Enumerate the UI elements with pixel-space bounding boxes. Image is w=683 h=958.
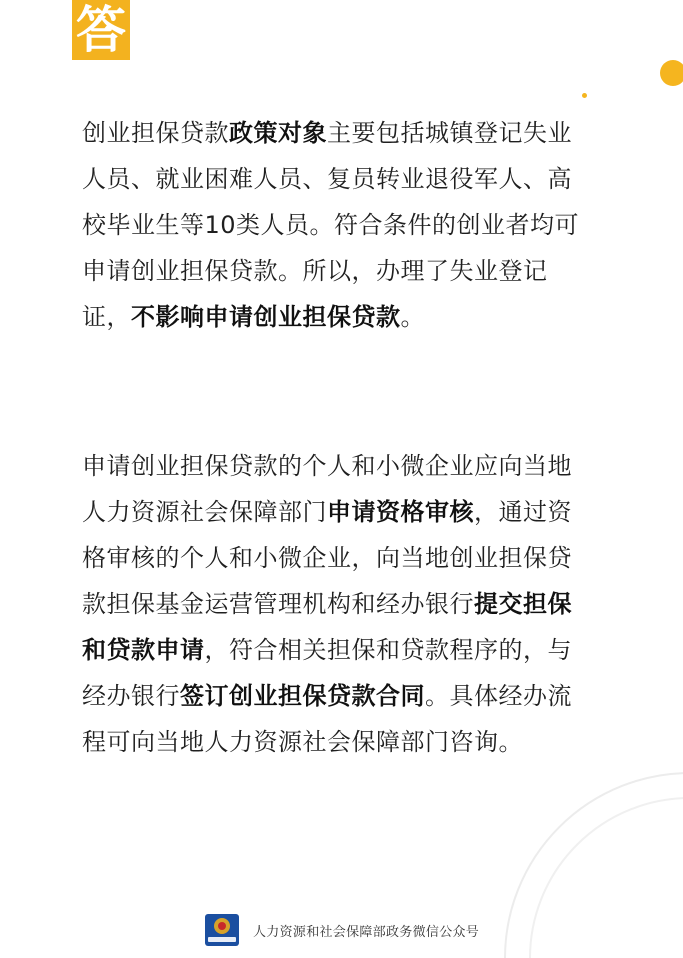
text: 申请创业担保贷款的个人和小微企业应向当地人力资源社会保障部门 bbox=[82, 452, 572, 526]
bold-text: 签订创业担保贷款合同 bbox=[180, 682, 425, 710]
paragraph-procedure bbox=[82, 443, 582, 765]
text: 创业担保贷款 bbox=[82, 119, 229, 147]
decorative-dot-small bbox=[582, 93, 587, 98]
text: 。 bbox=[400, 303, 425, 331]
bold-text: 不影响申请创业担保贷款 bbox=[131, 303, 401, 331]
footer bbox=[205, 914, 479, 946]
bold-text: 申请资格审核 bbox=[327, 498, 474, 526]
text: 主要包括城镇登记失业人员、就业困难人员、复员转业退役军人、高校毕业生等10类人员。符合条件的创业者均可申请创业担保贷款。所以，办理了失业登记证， bbox=[82, 119, 580, 331]
text: 。具体经办流程可向当地人力资源社会保障部门咨询。 bbox=[82, 682, 572, 756]
decorative-dot-large bbox=[660, 60, 683, 86]
paragraph-eligibility bbox=[82, 110, 582, 340]
bold-text: 提交担保和贷款申请 bbox=[82, 590, 572, 664]
answer-badge bbox=[72, 0, 130, 60]
ministry-emblem-icon bbox=[205, 914, 239, 946]
text: ，通过资格审核的个人和小微企业，向当地创业担保贷款担保基金运营管理机构和经办银行 bbox=[82, 498, 572, 618]
answer-badge-text: 答 bbox=[76, 1, 126, 59]
text: ，符合相关担保和贷款程序的，与经办银行 bbox=[82, 636, 572, 710]
footer-label: 人力资源和社会保障部政务微信公众号 bbox=[253, 924, 480, 940]
bold-text: 政策对象 bbox=[229, 119, 327, 147]
